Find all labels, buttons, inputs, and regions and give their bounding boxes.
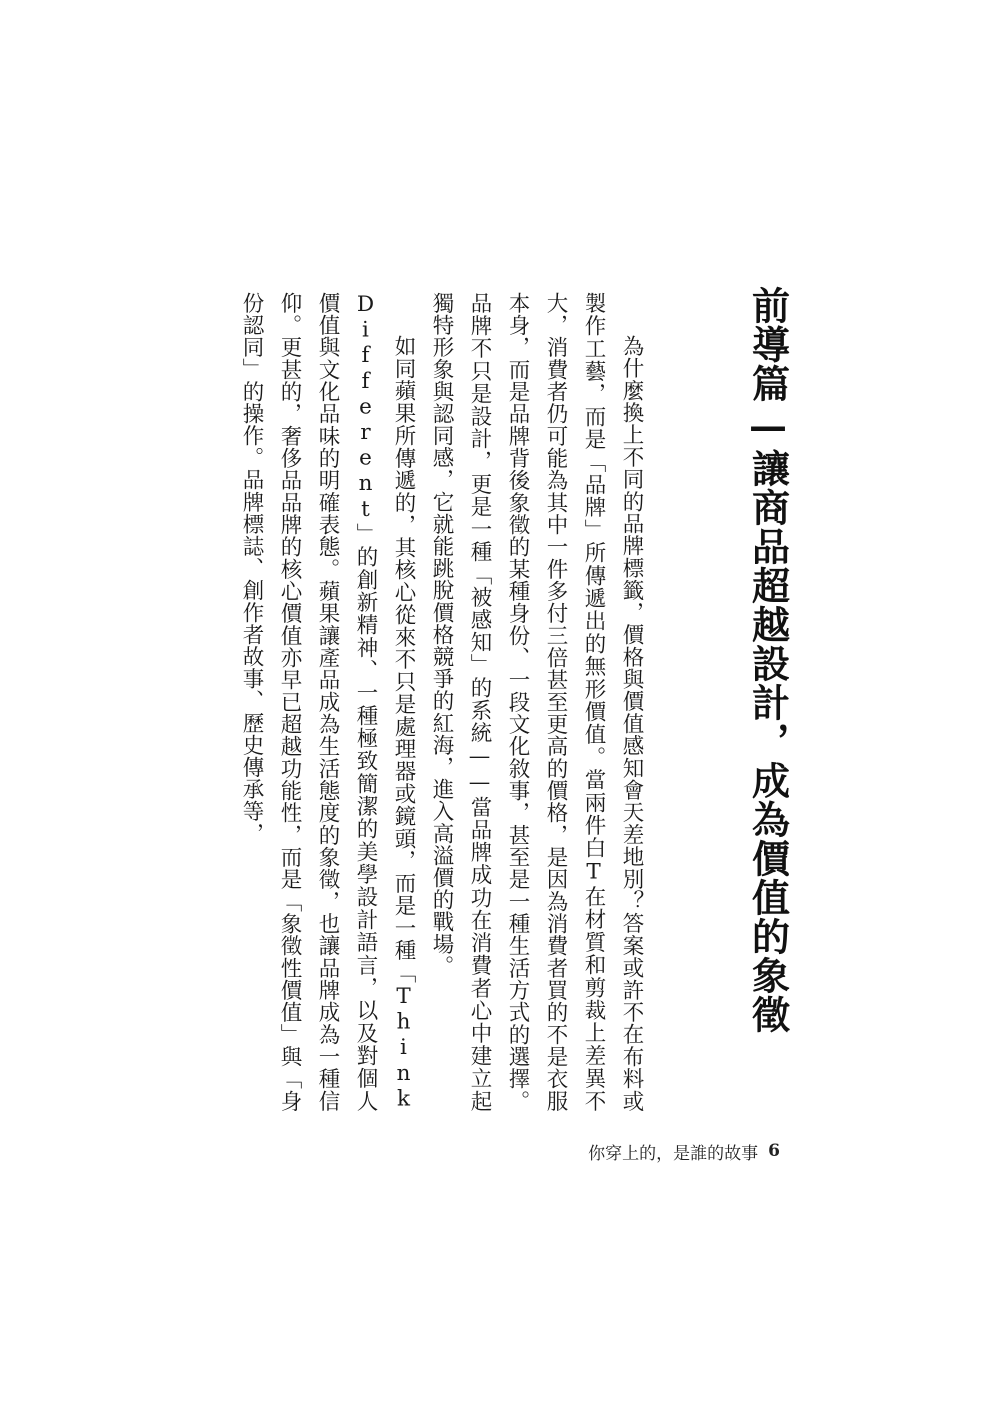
body-paragraph: 為什麼換上不同的品牌標籤，價格與價值感知會天差地別？答案或許不在布料或製作工藝，而是「品牌」所傳遞出的無形價值。當兩件白T在材質和剪裁上差異不大，消費者仍可能為其中一件多付三倍甚至更高的價格，是因為消費者買的不是衣服本身，而是品牌背後象徵的某種身份、一段文化敘事，甚至是一種生活方式的選擇。品牌不只是設計，更是一種「被感知」的系統——當品牌成功在消費者心中建立起獨特形象與認同感，它就能跳脫價格競爭的紅海，進入高溢價的戰場。: [429, 292, 644, 1112]
chapter-title: 前導篇—讓商品超越設計，成為價值的象徵: [745, 286, 791, 1034]
body-text: [239, 292, 650, 1112]
running-title: 你穿上的，是誰的故事: [588, 1143, 759, 1164]
page-number: 6: [768, 1141, 780, 1161]
running-footer: [560, 1136, 780, 1166]
body-paragraph: 如同蘋果所傳遞的，其核心從來不只是處理器或鏡頭，而是一種「Think Different」的創新精神、一種極致簡潔的美學設計語言，以及對個人價值與文化品味的明確表態。蘋果讓產品成為生活態度的象徵，也讓品牌成為一種信仰。更甚的，奢侈品品牌的核心價值亦早已超越功能性，而是「象徵性價值」與「身份認同」的操作。品牌標誌、創作者故事、歷史傳承等，: [239, 292, 416, 1112]
